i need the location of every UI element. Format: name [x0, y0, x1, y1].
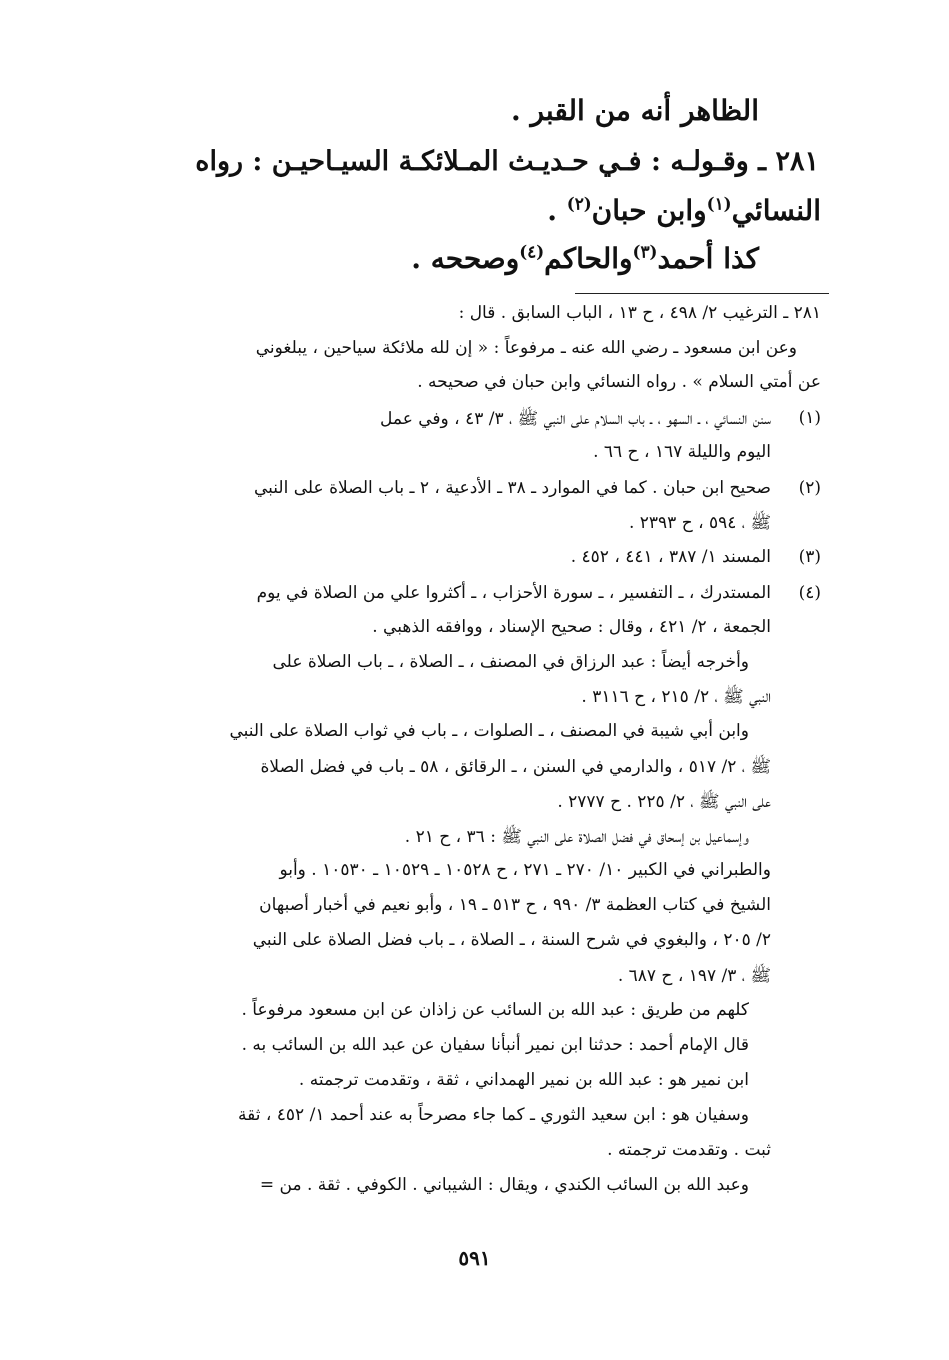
- footnote-4-line-16: وسفيان هو : ابن سعيد الثوري ـ كما جاء مصرحاً به عند أحمد ١/ ٤٥٢ ، ثقة: [238, 1105, 749, 1125]
- footnote-4-line-18: وعبد الله بن السائب الكندي ، ويقال : الشيباني . الكوفي . ثقة . من =: [259, 1175, 749, 1195]
- footnote-4-line-12: ﷺ ، ٣/ ١٩٧ ، ح ٦٨٧ .: [617, 966, 771, 986]
- word-hakim: والحاكم: [544, 242, 633, 275]
- footnote-4-number: (٤): [798, 583, 821, 603]
- word-ahmad: كذا أحمد: [657, 242, 759, 275]
- footnote-2-line-2: ﷺ ، ٥٩٤ ، ح ٢٣٩٣ .: [628, 513, 771, 533]
- footnote-4-line-9: والطبراني في الكبير ١٠/ ٢٧٠ ـ ٢٧١ ، ح ١٠٥٢٨ ـ ١٠٥٢٩ ـ ١٠٥٣٠ . وأبو: [279, 860, 771, 880]
- footnote-hadith-line-1: وعن ابن مسعود ـ رضي الله عنه ـ مرفوعاً : « إن لله ملائكة سياحين ، يبلغوني: [255, 338, 797, 358]
- footnote-3-number: (٣): [798, 547, 821, 567]
- footnote-head: ٢٨١ ـ الترغيب ٢/ ٤٩٨ ، ح ١٣ ، الباب السابق . قال :: [458, 303, 821, 323]
- footnote-ref-1: (١): [706, 193, 732, 214]
- main-text-line-1: الظاهر أنه من القبر .: [510, 94, 759, 127]
- footnote-1-number: (١): [798, 408, 821, 428]
- footnote-ref-2: (٢): [566, 193, 592, 214]
- footnote-2-line-1: صحيح ابن حبان . كما في الموارد ـ ٣٨ ـ الأدعية ، ٢ ـ باب الصلاة على النبي: [253, 478, 771, 498]
- word-nasai: النسائي: [731, 194, 821, 227]
- footnote-4-line-15: ابن نمير هو : عبد الله بن نمير الهمداني ، ثقة ، وتقدمت ترجمته .: [298, 1070, 749, 1090]
- main-text-line-3: [547, 194, 821, 227]
- word-sahhahu: وصححه .: [411, 242, 520, 275]
- footnote-4-line-10: الشيخ في كتاب العظمة ٣/ ٩٩٠ ، ح ٥١٣ ـ ١٩ ، وأبو نعيم في أخبار أصبهان: [259, 895, 771, 915]
- main-text-line-2: ٢٨١ ـ وقـولـه : فـي حـديـث المـلائكـة السيـاحيـن : رواه: [195, 146, 819, 177]
- footnote-3-line-1: المسند ١/ ٣٨٧ ، ٤٤١ ، ٤٥٢ .: [570, 547, 771, 567]
- footnote-1-line-1: سنن النسائي ، ـ السهو ، ـ باب السلام على النبي ﷺ ، ٣/ ٤٣ ، وفي عمل: [380, 409, 771, 429]
- footnote-ref-3: (٣): [632, 241, 658, 262]
- footnote-4-line-13: كلهم من طريق : عبد الله بن السائب عن زاذان عن ابن مسعود مرفوعاً .: [241, 1000, 749, 1020]
- footnote-hadith-line-2: عن أمتي السلام » . رواه النسائي وابن حبان في صحيحه .: [417, 372, 821, 392]
- footnote-4-line-8: وإسماعيل بن إسحاق في فضل الصلاة على النبي ﷺ : ٣٦ ، ح ٢١ .: [404, 827, 749, 847]
- footnote-4-line-5: وابن أبي شيبة في المصنف ، ـ الصلوات ، ـ باب في ثواب الصلاة على النبي: [229, 721, 749, 741]
- footnote-4-line-3: وأخرجه أيضاً : عبد الرزاق في المصنف ، ـ الصلاة ، ـ باب الصلاة على: [272, 652, 749, 672]
- footnote-4-line-7: على النبي ﷺ ، ٢/ ٢٢٥ . ح ٢٧٧٧ .: [557, 792, 771, 812]
- footnote-4-line-1: المستدرك ، ـ التفسير ، ـ سورة الأحزاب ، ـ أكثروا علي من الصلاة في يوم: [256, 583, 771, 603]
- main-text-line-4: [411, 242, 759, 275]
- footnote-ref-4: (٤): [519, 241, 545, 262]
- line-end-3: .: [547, 194, 567, 227]
- footnote-separator: [575, 293, 829, 294]
- footnote-1-line-2: اليوم والليلة ١٦٧ ، ح ٦٦ .: [593, 442, 771, 462]
- footnote-4-line-2: الجمعة ، ٢/ ٤٢١ ، وقال : صحيح الإسناد ، ووافقه الذهبي .: [372, 617, 771, 637]
- word-ibn-hibban: وابن حبان: [591, 194, 707, 227]
- footnote-4-line-4: النبي ﷺ ، ٢/ ٢١٥ ، ح ٣١١٦ .: [581, 687, 771, 707]
- footnote-2-number: (٢): [798, 478, 821, 498]
- footnote-4-line-14: قال الإمام أحمد : حدثنا ابن نمير أنبأنا سفيان عن عبد الله بن السائب به .: [241, 1035, 749, 1055]
- page-number: ٥٩١: [458, 1246, 491, 1270]
- footnote-4-line-17: ثبت . وتقدمت ترجمته .: [607, 1140, 771, 1160]
- footnote-4-line-6: ﷺ ، ٢/ ٥١٧ ، والدارمي في السنن ، ـ الرقائق ، ٥٨ ـ باب في فضل الصلاة: [260, 757, 771, 777]
- footnote-4-line-11: ٢/ ٢٠٥ ، والبغوي في شرح السنة ، ـ الصلاة ، ـ باب فضل الصلاة على النبي: [252, 930, 771, 950]
